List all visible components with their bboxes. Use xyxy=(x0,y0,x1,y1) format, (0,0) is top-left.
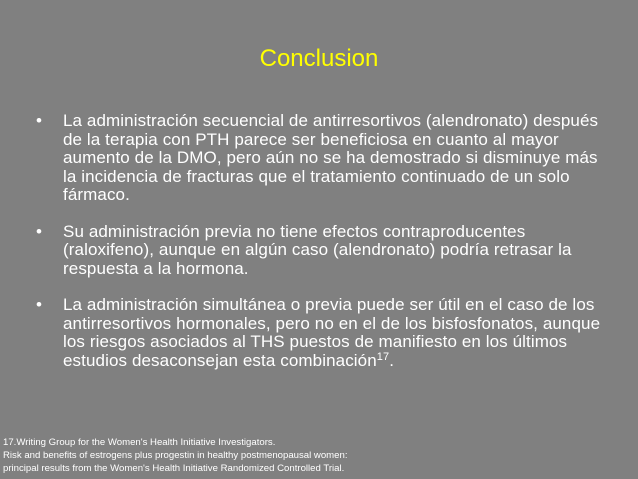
slide-title: Conclusion xyxy=(259,45,379,72)
footnote-line: principal results from the Women's Health Initiative Randomized Controlled Trial. xyxy=(3,462,345,474)
bullet-text: La administración secuencial de antirresortivos (alendronato) después de la terapia con PTH parece ser beneficiosa en cuanto al mayor aumento de la DMO, pero aún no se ha demostrado si disminuye más la incidencia de fracturas que el tratamiento continuado de un solo fármaco. xyxy=(63,111,599,204)
footnote-line: 17.Writing Group for the Women's Health Initiative Investigators. xyxy=(3,437,276,448)
bullet-marker: • xyxy=(36,221,43,241)
bullet-marker: • xyxy=(36,295,43,314)
bullet-text: Su administración previa no tiene efectos contraproducentes (raloxifeno), aunque en algún caso (alendronato) podría retrasar la respuesta a la hormona. xyxy=(63,221,572,278)
bullet-list xyxy=(36,112,608,370)
bullet-item xyxy=(36,112,608,205)
footnote-line: Risk and benefits of estrogens plus progestin in healthy postmenopausal women: xyxy=(3,449,348,461)
bullet-item xyxy=(36,223,608,279)
bullet-text: La administración simultánea o previa puede ser útil en el caso de los antirresortivos hormonales, pero no en el de los bisfosfonatos, aunque los riesgos asociados al THS puestos de manifiesto en los últimos estudios desaconsejan esta combinación xyxy=(63,295,601,370)
bullet-text-suffix: . xyxy=(389,350,395,370)
bullet-item xyxy=(36,296,608,370)
footnote-reference: 17 xyxy=(376,350,390,363)
bullet-marker: • xyxy=(36,111,43,130)
footnote xyxy=(3,437,635,475)
